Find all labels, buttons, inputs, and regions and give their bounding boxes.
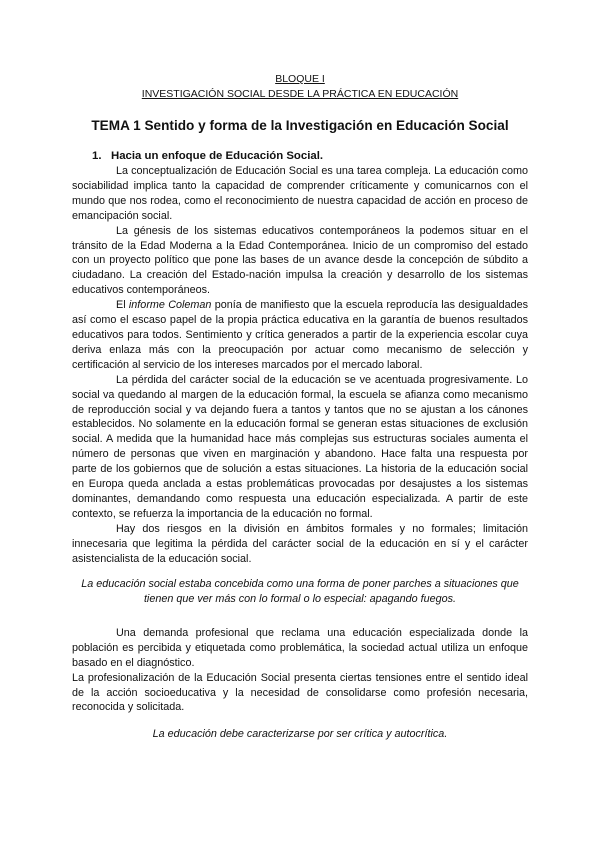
document-body [72, 164, 528, 742]
paragraph-professional-demand: Una demanda profesional que reclama una educación especializada donde la población es percibida y etiquetada como problemática, la sociedad actual utiliza un enfoque basado en el diagnóstico. [72, 626, 528, 669]
paragraph-professionalization: La profesionalización de la Educación Social presenta ciertas tensiones entre el sentido ideal de la acción socioeducativa y la necesidad de consolidarse como profesión necesaria, reconocida y solicitada. [72, 671, 528, 714]
quote-patches: La educación social estaba concebida como una forma de poner parches a situaciones que tienen que ver más con lo formal o lo especial: apagando fuegos. [81, 578, 519, 605]
paragraph-genesis: La génesis de los sistemas educativos contemporáneos la podemos situar en el tránsito de la Edad Moderna a la Edad Contemporánea. Inicio de un compromiso del estado con un proyecto político que pone las bases de un avance desde la concepción de súbdito a ciudadano. La creación del Estado-nación impulsa la creación y desarrollo de los sistemas educativos contemporáneos. [72, 224, 528, 297]
section-heading [92, 150, 323, 162]
section-number: 1. [92, 150, 102, 162]
coleman-report-emphasis: informe Coleman [128, 299, 212, 312]
paragraph-coleman-prefix: El [116, 299, 129, 312]
paragraph-social-loss: La pérdida del carácter social de la educación se ve acentuada progresivamente. Lo social va quedando al margen de la educación formal, la escuela se afianza como mecanismo de reproducción social y va dejando fuera a tantos y tantos que no se ajustan a los cánones establecidos. No solamente en la educación formal se generan estas situaciones de exclusión social. A medida que la humanidad hace más complejas sus estructuras sociales aumenta el número de personas que viven en marginación y abandono. Hace falta una respuesta por parte de los gobiernos que de solución a estas situaciones. La historia de la educación social en Europa queda anclada a estas problemáticas provocadas por desajustes a los sistemas dominantes, demandando como respuesta una educación especializada. A partir de este contexto, se refuerza la importancia de la educación no formal. [72, 373, 528, 520]
topic-title: TEMA 1 Sentido y forma de la Investigación en Educación Social [91, 118, 509, 133]
block-label: BLOQUE I [275, 73, 325, 85]
quote-critical: La educación debe caracterizarse por ser crítica y autocrítica. [152, 728, 448, 741]
paragraph-coleman-rest: ponía de manifiesto que la escuela reproducía las desigualdades así como el escaso papel de la propia práctica educativa en la garantía de buenos resultados educativos para todos. Sentimiento y crítica generados a partir de la experiencia escolar cuya deriva enlaza más con la preocupación por actuar como mecanismo de selección y certificación al servicio de los intereses marcados por el mercado laboral. [72, 299, 529, 371]
paragraph-conceptualization: La conceptualización de Educación Social es una tarea compleja. La educación como sociabilidad implica tanto la capacidad de comprender críticamente y comunicarnos con el mundo que nos rodea, como el reconocimiento de nuestra capacidad de acción en proceso de emancipación social. [72, 165, 528, 222]
paragraph-risks: Hay dos riesgos en la división en ámbitos formales y no formales; limitación innecesaria que legitima la pérdida del carácter social de la educación en sí y el carácter asistencialista de la educación social. [72, 522, 528, 565]
block-subtitle: INVESTIGACIÓN SOCIAL DESDE LA PRÁCTICA EN EDUCACIÓN [141, 88, 459, 100]
paragraph-coleman [72, 298, 528, 373]
section-title: Hacia un enfoque de Educación Social. [111, 150, 324, 162]
